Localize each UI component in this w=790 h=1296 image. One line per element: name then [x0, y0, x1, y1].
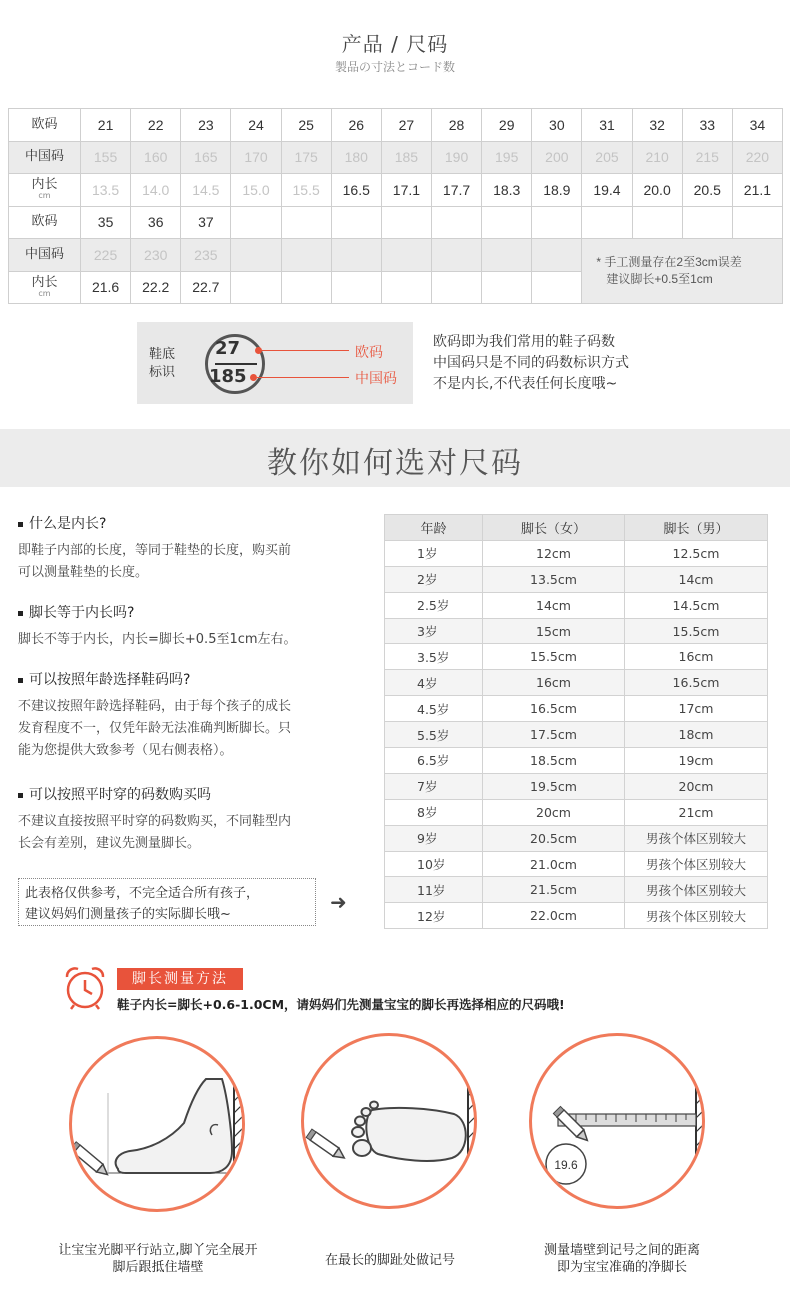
- empty-cell: [381, 206, 431, 239]
- table-row: [385, 566, 768, 592]
- table-row: [385, 540, 768, 566]
- age-cell: 2.5岁: [385, 592, 483, 618]
- age-cell: 6.5岁: [385, 748, 483, 774]
- empty-cell: [231, 206, 281, 239]
- caption-line: 即为宝宝准确的净脚长: [556, 1260, 687, 1275]
- age-cell: 3.5岁: [385, 644, 483, 670]
- faq-question: 什么是内长?: [18, 513, 368, 533]
- empty-cell: [732, 206, 782, 239]
- empty-cell: [482, 271, 532, 304]
- column-header: 年龄: [385, 515, 483, 541]
- eu-cell: 31: [582, 109, 632, 142]
- sole-mark-panel: [137, 322, 413, 404]
- measurement-note: [582, 239, 783, 304]
- boy-length-cell: 男孩个体区别较大: [625, 877, 768, 903]
- step-2-caption: [290, 1252, 490, 1269]
- inner-cell: 21.6: [81, 271, 131, 304]
- inner-label-text: 内长: [31, 274, 58, 290]
- inner-cell: 22.2: [131, 271, 181, 304]
- girl-length-cell: 13.5cm: [483, 566, 625, 592]
- reference-note-line: 此表格仅供参考，不完全适合所有孩子，: [25, 886, 260, 901]
- boy-length-cell: 16cm: [625, 644, 768, 670]
- cn-cell: 180: [331, 141, 381, 174]
- cn-cell: 175: [281, 141, 331, 174]
- wall-hatch-icon: [468, 1084, 477, 1166]
- empty-cell: [532, 206, 582, 239]
- cn-cell: 225: [81, 239, 131, 272]
- eu-cell: 32: [632, 109, 682, 142]
- girl-length-cell: 16.5cm: [483, 696, 625, 722]
- eu-cell: 23: [181, 109, 231, 142]
- girl-length-cell: 16cm: [483, 670, 625, 696]
- boy-length-cell: 男孩个体区别较大: [625, 825, 768, 851]
- age-cell: 1岁: [385, 540, 483, 566]
- description-line: 欧码即为我们常用的鞋子码数: [433, 334, 615, 350]
- girl-length-cell: 21.5cm: [483, 877, 625, 903]
- table-row: [385, 825, 768, 851]
- inner-cell: 14.0: [131, 174, 181, 207]
- age-cell: 4.5岁: [385, 696, 483, 722]
- inner-cell: 20.5: [682, 174, 732, 207]
- eu-cell: 30: [532, 109, 582, 142]
- ruler-reading: 19.6: [554, 1158, 578, 1172]
- table-row: [385, 773, 768, 799]
- table-row: [385, 670, 768, 696]
- empty-cell: [532, 239, 582, 272]
- boy-length-cell: 15.5cm: [625, 618, 768, 644]
- eu-cell: 22: [131, 109, 181, 142]
- empty-cell: [331, 271, 381, 304]
- cn-cell: 215: [682, 141, 732, 174]
- faq-answer-line: 可以测量鞋垫的长度。: [18, 565, 149, 580]
- boy-length-cell: 16.5cm: [625, 670, 768, 696]
- inner-cell: 18.3: [482, 174, 532, 207]
- table-row: [385, 799, 768, 825]
- table-row: [385, 696, 768, 722]
- eu-pointer-label: 欧码: [355, 345, 383, 361]
- sole-cn-value: 185: [209, 366, 247, 387]
- inner-cell: 17.7: [431, 174, 481, 207]
- page-subtitle: 製品の寸法とコード数: [334, 60, 455, 74]
- eu-cell: 37: [181, 206, 231, 239]
- faq-answer-line: 能为您提供大致参考（见右侧表格）。: [18, 743, 233, 758]
- eu-cell: 27: [381, 109, 431, 142]
- eu-cell: 33: [682, 109, 732, 142]
- cn-pointer-label: 中国码: [355, 371, 397, 387]
- step-3-illustration: [529, 1033, 705, 1209]
- eu-cell: 24: [231, 109, 281, 142]
- empty-cell: [381, 271, 431, 304]
- cn-cell: 170: [231, 141, 281, 174]
- cn-label: 中国码: [9, 141, 81, 174]
- faq-question: 脚长等于内长吗?: [18, 602, 368, 622]
- faq-item: [18, 669, 368, 762]
- eu-cell: 29: [482, 109, 532, 142]
- inner-label: [9, 174, 81, 207]
- age-foot-length-table: [384, 514, 768, 929]
- eu-cell: 28: [431, 109, 481, 142]
- eu-label: 欧码: [9, 109, 81, 142]
- pointer-line: [261, 350, 349, 351]
- empty-cell: [281, 239, 331, 272]
- eu-cell: 26: [331, 109, 381, 142]
- size-chart-table: [8, 108, 783, 304]
- foot-top-view: [304, 1036, 477, 1209]
- faq-item: [18, 513, 368, 584]
- inner-cell: 17.1: [381, 174, 431, 207]
- girl-length-cell: 18.5cm: [483, 748, 625, 774]
- reference-note-line: 建议妈妈们测量孩子的实际脚长哦~: [25, 907, 231, 922]
- cn-cell: 205: [582, 141, 632, 174]
- faq-answer-line: 不建议按照年龄选择鞋码，由于每个孩子的成长: [18, 699, 292, 714]
- boy-length-cell: 20cm: [625, 773, 768, 799]
- eu-cell: 34: [732, 109, 782, 142]
- cn-cell: 165: [181, 141, 231, 174]
- age-cell: 11岁: [385, 877, 483, 903]
- faq-question: 可以按照年龄选择鞋码吗?: [18, 669, 368, 689]
- boy-length-cell: 男孩个体区别较大: [625, 851, 768, 877]
- girl-length-cell: 22.0cm: [483, 903, 625, 929]
- arrow-right-icon: ➜: [330, 890, 347, 914]
- empty-cell: [682, 206, 732, 239]
- age-cell: 7岁: [385, 773, 483, 799]
- measure-formula: 鞋子内长=脚长+0.6-1.0CM，请妈妈们先测量宝宝的脚长再选择相应的尺码哦!: [117, 997, 565, 1012]
- cn-cell: 200: [532, 141, 582, 174]
- girl-length-cell: 20.5cm: [483, 825, 625, 851]
- boy-length-cell: 12.5cm: [625, 540, 768, 566]
- eu-cell: 35: [81, 206, 131, 239]
- eu-size-row: [9, 109, 783, 142]
- eu-label: 欧码: [9, 206, 81, 239]
- foot-side-view: [72, 1039, 245, 1212]
- cn-cell: 220: [732, 141, 782, 174]
- age-cell: 4岁: [385, 670, 483, 696]
- faq-answer-line: 长会有差别，建议先测量脚长。: [18, 836, 201, 851]
- eu-size-row: [9, 206, 783, 239]
- cn-cell: 230: [131, 239, 181, 272]
- empty-cell: [331, 206, 381, 239]
- step-2-illustration: [301, 1033, 477, 1209]
- cn-cell: 160: [131, 141, 181, 174]
- faq-answer-line: 不建议直接按照平时穿的码数购买，不同鞋型内: [18, 814, 292, 829]
- unit-label: cm: [38, 191, 51, 201]
- ruler-measure-view: [532, 1036, 705, 1209]
- faq-question: 可以按照平时穿的码数购买吗: [18, 784, 368, 804]
- empty-cell: [431, 271, 481, 304]
- eu-cell: 25: [281, 109, 331, 142]
- boy-length-cell: 17cm: [625, 696, 768, 722]
- boy-length-cell: 14cm: [625, 566, 768, 592]
- cn-size-row: [9, 239, 783, 272]
- column-header: 脚长（男）: [625, 515, 768, 541]
- age-cell: 9岁: [385, 825, 483, 851]
- empty-cell: [281, 271, 331, 304]
- cn-cell: 210: [632, 141, 682, 174]
- unit-label: cm: [38, 288, 51, 298]
- inner-cell: 21.1: [732, 174, 782, 207]
- caption-line: 测量墙壁到记号之间的距离: [543, 1243, 700, 1258]
- empty-cell: [482, 206, 532, 239]
- sole-mark-label: [149, 346, 175, 382]
- caption-line: 让宝宝光脚平行站立,脚丫完全展开: [58, 1243, 258, 1258]
- pencil-icon: [306, 1129, 347, 1162]
- empty-cell: [582, 206, 632, 239]
- table-row: [385, 722, 768, 748]
- table-row: [385, 748, 768, 774]
- inner-cell: 14.5: [181, 174, 231, 207]
- faq-answer-line: 即鞋子内部的长度，等同于鞋垫的长度，购买前: [18, 543, 292, 558]
- boy-length-cell: 男孩个体区别较大: [625, 903, 768, 929]
- inner-cell: 13.5: [81, 174, 131, 207]
- empty-cell: [231, 271, 281, 304]
- step-1-caption: [40, 1242, 276, 1276]
- inner-cell: 20.0: [632, 174, 682, 207]
- caption-line: 在最长的脚趾处做记号: [324, 1253, 455, 1268]
- boy-length-cell: 18cm: [625, 722, 768, 748]
- faq-item: [18, 602, 368, 651]
- measure-method-tag: 脚长测量方法: [117, 968, 243, 990]
- empty-cell: [431, 206, 481, 239]
- inner-cell: 19.4: [582, 174, 632, 207]
- empty-cell: [532, 271, 582, 304]
- faq-answer-line: 脚长不等于内长，内长=脚长+0.5至1cm左右。: [18, 632, 297, 647]
- faq-answer-line: 发育程度不一，仅凭年龄无法准确判断脚长。只: [18, 721, 292, 736]
- cn-label: 中国码: [9, 239, 81, 272]
- caption-line: 脚后跟抵住墙壁: [112, 1260, 204, 1275]
- sole-eu-value: 27: [215, 338, 241, 359]
- age-cell: 10岁: [385, 851, 483, 877]
- inner-cell: 22.7: [181, 271, 231, 304]
- table-header-row: [385, 515, 768, 541]
- empty-cell: [281, 206, 331, 239]
- section-title: 教你如何选对尺码: [267, 446, 523, 481]
- inner-cell: 18.9: [532, 174, 582, 207]
- age-cell: 8岁: [385, 799, 483, 825]
- note-line: 建议脚长+0.5至1cm: [606, 272, 713, 286]
- empty-cell: [632, 206, 682, 239]
- sole-mark-label-line: 标识: [149, 365, 176, 380]
- boy-length-cell: 14.5cm: [625, 592, 768, 618]
- empty-cell: [381, 239, 431, 272]
- empty-cell: [431, 239, 481, 272]
- divider: [215, 363, 257, 365]
- step-1-illustration: [69, 1036, 245, 1212]
- girl-length-cell: 20cm: [483, 799, 625, 825]
- empty-cell: [331, 239, 381, 272]
- wall-hatch-icon: [696, 1078, 705, 1160]
- table-row: [385, 851, 768, 877]
- table-row: [385, 644, 768, 670]
- empty-cell: [482, 239, 532, 272]
- girl-length-cell: 19.5cm: [483, 773, 625, 799]
- table-row: [385, 903, 768, 929]
- cn-cell: 235: [181, 239, 231, 272]
- pointer-dot: [250, 374, 257, 381]
- cn-cell: 195: [482, 141, 532, 174]
- pointer-line: [257, 377, 349, 378]
- empty-cell: [231, 239, 281, 272]
- girl-length-cell: 12cm: [483, 540, 625, 566]
- age-cell: 2岁: [385, 566, 483, 592]
- girl-length-cell: 15.5cm: [483, 644, 625, 670]
- column-header: 脚长（女）: [483, 515, 625, 541]
- age-cell: 5.5岁: [385, 722, 483, 748]
- cn-cell: 155: [81, 141, 131, 174]
- table-row: [385, 592, 768, 618]
- inner-label-text: 内长: [31, 177, 58, 193]
- reference-note-box: [18, 878, 316, 926]
- pencil-icon: [72, 1142, 111, 1179]
- table-row: [385, 618, 768, 644]
- boy-length-cell: 21cm: [625, 799, 768, 825]
- inner-cell: 16.5: [331, 174, 381, 207]
- girl-length-cell: 15cm: [483, 618, 625, 644]
- note-line: * 手工测量存在2至3cm误差: [596, 255, 742, 269]
- faq-item: [18, 784, 368, 855]
- eu-cell: 36: [131, 206, 181, 239]
- inner-length-row: [9, 174, 783, 207]
- description-line: 不是内长,不代表任何长度哦~: [433, 376, 618, 392]
- alarm-clock-icon: [62, 965, 108, 1011]
- sole-mark-description: [433, 332, 629, 395]
- inner-cell: 15.5: [281, 174, 331, 207]
- description-line: 中国码只是不同的码数标识方式: [433, 355, 629, 371]
- page-title: 产品 / 尺码: [341, 32, 449, 56]
- eu-cell: 21: [81, 109, 131, 142]
- boy-length-cell: 19cm: [625, 748, 768, 774]
- step-3-caption: [516, 1242, 728, 1276]
- cn-cell: 190: [431, 141, 481, 174]
- girl-length-cell: 17.5cm: [483, 722, 625, 748]
- table-row: [385, 877, 768, 903]
- inner-label: [9, 271, 81, 304]
- girl-length-cell: 21.0cm: [483, 851, 625, 877]
- inner-cell: 15.0: [231, 174, 281, 207]
- sole-mark-label-line: 鞋底: [149, 347, 176, 362]
- cn-cell: 185: [381, 141, 431, 174]
- girl-length-cell: 14cm: [483, 592, 625, 618]
- cn-size-row: [9, 141, 783, 174]
- age-cell: 3岁: [385, 618, 483, 644]
- age-cell: 12岁: [385, 903, 483, 929]
